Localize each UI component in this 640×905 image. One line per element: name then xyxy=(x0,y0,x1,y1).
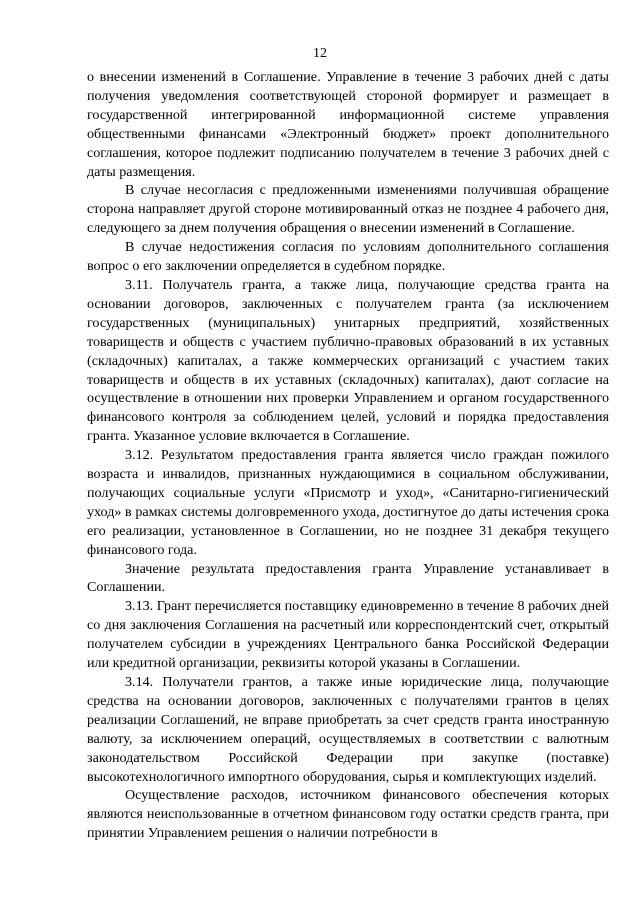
clause-3-13: 3.13. Грант перечисляется поставщику единовременно в течение 8 рабочих дней со дня заключения Соглашения на расчетный или корреспондентский счет, открытый получателем субсидии в учреждениях Центрального банка Российской Федерации или кредитной организации, реквизиты которой указаны в Соглашении. xyxy=(87,598,609,672)
document-body xyxy=(87,68,609,843)
paragraph-continuation: о внесении изменений в Соглашение. Управление в течение 3 рабочих дней с даты получения уведомления соответствующей стороной формирует и размещает в государственной интегрированной информационной системе управления общественными финансами «Электронный бюджет» проект дополнительного соглашения, которое подлежит подписанию получателем в течение 3 рабочих дней с даты размещения. xyxy=(87,69,609,180)
page-number: 12 xyxy=(313,46,327,61)
clause-3-11: 3.11. Получатель гранта, а также лица, получающие средства гранта на основании договоров, заключенных с получателем гранта (за исключением государственных (муниципальных) унитарных предприятий, хозяйственных товариществ и обществ с участием публично-правовых образований в их уставных (складочных) капиталах, а также коммерческих организаций с участием таких товариществ и обществ в их уставных (складочных) капиталах), дают согласие на осуществление в отношении них проверки Управлением и органом государственного финансового контроля за соблюдением целей, условий и порядка предоставления гранта. Указанное условие включается в Соглашение. xyxy=(87,276,609,445)
clause-3-14: 3.14. Получатели грантов, а также иные юридические лица, получающие средства на основании договоров, заключенных с получателями грантов в целях реализации Соглашений, не вправе приобретать за счет средств гранта иностранную валюту, за исключением операций, осуществляемых в соответствии с валютным законодательством Российской Федерации при закупке (поставке) высокотехнологичного импортного оборудования, сырья и комплектующих изделий. xyxy=(87,674,609,785)
paragraph-no-agreement: В случае недостижения согласия по условиям дополнительного соглашения вопрос о его заключении определяется в судебном порядке. xyxy=(87,239,609,275)
paragraph-result-value: Значение результата предоставления гранта Управление устанавливает в Соглашении. xyxy=(87,560,609,596)
paragraph-disagreement: В случае несогласия с предложенными изменениями получившая обращение сторона направляет другой стороне мотивированный отказ не позднее 4 рабочего дня, следующего за днем получения обращения о внесении изменений в Соглашение. xyxy=(87,182,609,237)
clause-3-12: 3.12. Результатом предоставления гранта является число граждан пожилого возраста и инвалидов, признанных нуждающимися в социальном обслуживании, получающих социальные услуги «Присмотр и уход», «Санитарно-гигиенический уход» в рамках системы долговременного ухода, достигнутое до даты истечения срока его реализации, установленное в Соглашении, но не позднее 31 декабря текущего финансового года. xyxy=(87,447,609,558)
paragraph-expenses: Осуществление расходов, источником финансового обеспечения которых являются неиспользованные в отчетном финансовом году остатки средств гранта, при принятии Управлением решения о наличии потребности в xyxy=(87,787,609,842)
